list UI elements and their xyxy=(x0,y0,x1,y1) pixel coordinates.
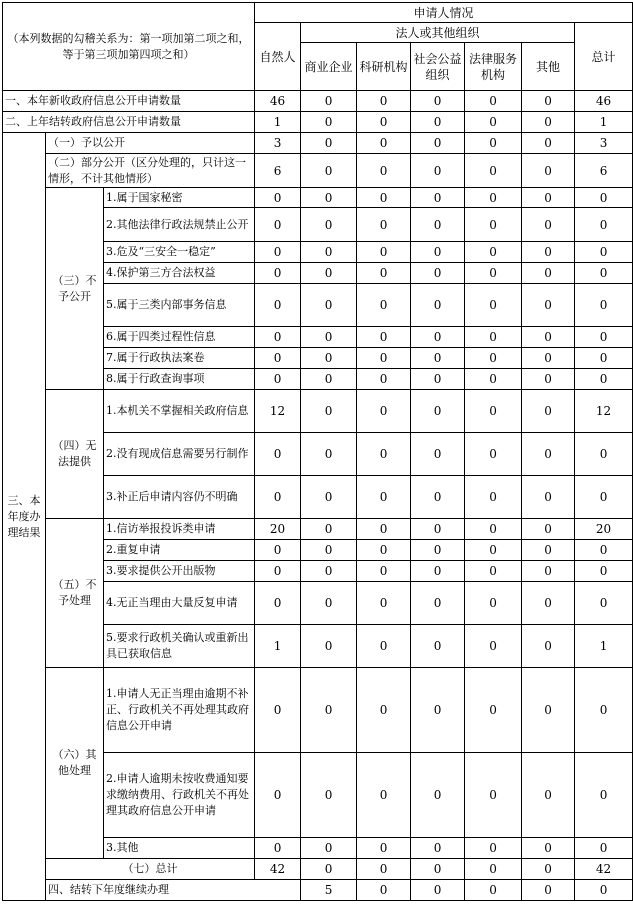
header-legal-service: 法律服务机构 xyxy=(465,43,522,91)
value-cell: 0 xyxy=(575,327,633,348)
value-cell: 3 xyxy=(255,133,301,154)
value-cell: 0 xyxy=(255,284,301,327)
row-label: 2.重复申请 xyxy=(104,540,255,561)
table-row xyxy=(3,154,633,188)
value-cell: 0 xyxy=(357,668,411,753)
row-label: 3.危及“三安全一稳定” xyxy=(104,242,255,263)
value-cell: 0 xyxy=(301,154,357,188)
value-cell: 0 xyxy=(465,433,522,476)
value-cell: 0 xyxy=(357,112,411,133)
value-cell: 0 xyxy=(522,154,575,188)
value-cell: 0 xyxy=(357,369,411,390)
row-label: 3.要求提供公开出版物 xyxy=(104,561,255,582)
group-label: （四）无法提供 xyxy=(46,390,104,519)
section3-label: 三、本年度办理结果 xyxy=(3,133,46,901)
value-cell: 0 xyxy=(357,625,411,668)
value-cell: 0 xyxy=(411,242,465,263)
row-label: 1.属于国家秘密 xyxy=(104,188,255,208)
value-cell: 0 xyxy=(522,838,575,859)
value-cell: 12 xyxy=(575,390,633,433)
value-cell: 0 xyxy=(411,540,465,561)
value-cell: 0 xyxy=(357,561,411,582)
value-cell: 3 xyxy=(575,133,633,154)
header-business: 商业企业 xyxy=(301,43,357,91)
value-cell: 0 xyxy=(411,390,465,433)
value-cell: 0 xyxy=(575,369,633,390)
header-research: 科研机构 xyxy=(357,43,411,91)
value-cell: 0 xyxy=(301,390,357,433)
value-cell: 0 xyxy=(465,859,522,880)
value-cell: 0 xyxy=(357,582,411,625)
value-cell: 0 xyxy=(411,753,465,838)
value-cell: 0 xyxy=(522,112,575,133)
value-cell: 0 xyxy=(301,263,357,284)
value-cell: 0 xyxy=(575,476,633,519)
value-cell: 0 xyxy=(522,208,575,242)
value-cell: 0 xyxy=(255,369,301,390)
row-label: 1.申请人无正当理由逾期不补正、行政机关不再处理其政府信息公开申请 xyxy=(104,668,255,753)
value-cell: 0 xyxy=(522,668,575,753)
value-cell: 0 xyxy=(575,668,633,753)
value-cell: 0 xyxy=(411,91,465,112)
value-cell: 0 xyxy=(465,284,522,327)
value-cell: 0 xyxy=(255,838,301,859)
value-cell: 0 xyxy=(411,188,465,208)
value-cell: 0 xyxy=(411,327,465,348)
value-cell: 0 xyxy=(357,433,411,476)
row-label: 二、上年结转政府信息公开申请数量 xyxy=(3,112,255,133)
value-cell: 0 xyxy=(255,668,301,753)
value-cell: 0 xyxy=(411,208,465,242)
header-note: （本列数据的勾稽关系为：第一项加第二项之和，等于第三项加第四项之和） xyxy=(3,3,255,91)
value-cell: 0 xyxy=(522,880,575,901)
value-cell: 0 xyxy=(255,242,301,263)
row-label: （七）总计 xyxy=(46,859,255,880)
value-cell: 0 xyxy=(301,242,357,263)
value-cell: 0 xyxy=(575,188,633,208)
row-label: 2.其他法律行政法规禁止公开 xyxy=(104,208,255,242)
value-cell: 0 xyxy=(522,369,575,390)
value-cell: 0 xyxy=(575,540,633,561)
value-cell: 0 xyxy=(255,348,301,369)
value-cell: 0 xyxy=(465,208,522,242)
value-cell: 0 xyxy=(301,188,357,208)
value-cell: 0 xyxy=(357,880,411,901)
header-natural-person: 自然人 xyxy=(255,23,301,91)
value-cell: 0 xyxy=(465,91,522,112)
value-cell: 0 xyxy=(411,476,465,519)
value-cell: 0 xyxy=(301,582,357,625)
value-cell: 0 xyxy=(255,753,301,838)
value-cell: 0 xyxy=(301,561,357,582)
value-cell: 0 xyxy=(465,561,522,582)
table-row xyxy=(3,133,633,154)
value-cell: 0 xyxy=(411,859,465,880)
value-cell: 0 xyxy=(301,859,357,880)
value-cell: 0 xyxy=(357,476,411,519)
value-cell: 0 xyxy=(357,133,411,154)
table-row xyxy=(3,112,633,133)
statistics-table xyxy=(2,2,633,901)
value-cell: 0 xyxy=(411,582,465,625)
value-cell: 6 xyxy=(255,154,301,188)
group-label: （六）其他处理 xyxy=(46,668,104,859)
value-cell: 0 xyxy=(255,433,301,476)
value-cell: 0 xyxy=(522,327,575,348)
table-row xyxy=(3,390,633,433)
row-label: 8.属于行政查询事项 xyxy=(104,369,255,390)
value-cell: 0 xyxy=(357,390,411,433)
table-row xyxy=(3,859,633,880)
value-cell: 0 xyxy=(357,284,411,327)
value-cell: 0 xyxy=(357,838,411,859)
value-cell: 0 xyxy=(465,348,522,369)
value-cell: 0 xyxy=(465,625,522,668)
row-label: 5.要求行政机关确认或重新出具已获取信息 xyxy=(104,625,255,668)
row-label: 2.没有现成信息需要另行制作 xyxy=(104,433,255,476)
row-label: 1.信访举报投诉类申请 xyxy=(104,519,255,540)
value-cell: 0 xyxy=(411,880,465,901)
table-row xyxy=(3,3,633,23)
value-cell: 0 xyxy=(411,348,465,369)
row-label: 7.属于行政执法案卷 xyxy=(104,348,255,369)
value-cell: 0 xyxy=(575,284,633,327)
value-cell: 0 xyxy=(301,327,357,348)
value-cell: 0 xyxy=(522,188,575,208)
value-cell: 0 xyxy=(301,284,357,327)
value-cell: 0 xyxy=(465,582,522,625)
value-cell: 0 xyxy=(357,327,411,348)
value-cell: 0 xyxy=(575,753,633,838)
value-cell: 0 xyxy=(301,668,357,753)
header-total: 总计 xyxy=(575,23,633,91)
value-cell: 0 xyxy=(301,208,357,242)
table-row xyxy=(3,668,633,753)
value-cell: 46 xyxy=(575,91,633,112)
value-cell: 5 xyxy=(301,880,357,901)
value-cell: 0 xyxy=(465,327,522,348)
value-cell: 0 xyxy=(301,625,357,668)
value-cell: 0 xyxy=(411,561,465,582)
value-cell: 20 xyxy=(255,519,301,540)
value-cell: 0 xyxy=(465,753,522,838)
value-cell: 42 xyxy=(255,859,301,880)
value-cell: 0 xyxy=(465,263,522,284)
table-row xyxy=(3,188,633,208)
value-cell: 0 xyxy=(357,188,411,208)
group-label: （三）不予公开 xyxy=(46,188,104,390)
value-cell: 0 xyxy=(301,112,357,133)
value-cell: 0 xyxy=(357,348,411,369)
table-body xyxy=(3,3,633,901)
row-label: 4.无正当理由大量反复申请 xyxy=(104,582,255,625)
value-cell: 0 xyxy=(465,668,522,753)
value-cell: 6 xyxy=(575,154,633,188)
value-cell: 0 xyxy=(465,390,522,433)
value-cell: 0 xyxy=(357,519,411,540)
value-cell: 0 xyxy=(522,348,575,369)
value-cell: 12 xyxy=(255,390,301,433)
value-cell: 0 xyxy=(522,91,575,112)
row-label: 5.属于三类内部事务信息 xyxy=(104,284,255,327)
value-cell: 0 xyxy=(301,133,357,154)
value-cell: 0 xyxy=(575,433,633,476)
value-cell: 0 xyxy=(301,540,357,561)
value-cell: 0 xyxy=(301,838,357,859)
value-cell: 0 xyxy=(465,242,522,263)
value-cell: 0 xyxy=(411,519,465,540)
value-cell: 0 xyxy=(357,540,411,561)
value-cell: 0 xyxy=(255,561,301,582)
value-cell: 0 xyxy=(357,208,411,242)
value-cell: 0 xyxy=(522,263,575,284)
value-cell: 0 xyxy=(522,476,575,519)
value-cell: 1 xyxy=(575,625,633,668)
value-cell: 0 xyxy=(575,880,633,901)
value-cell: 0 xyxy=(357,242,411,263)
value-cell: 0 xyxy=(357,154,411,188)
value-cell: 0 xyxy=(411,284,465,327)
value-cell: 0 xyxy=(465,880,522,901)
value-cell: 0 xyxy=(465,838,522,859)
row-label: （一）予以公开 xyxy=(46,133,255,154)
value-cell: 0 xyxy=(522,284,575,327)
value-cell: 0 xyxy=(301,753,357,838)
value-cell: 0 xyxy=(255,188,301,208)
value-cell: 0 xyxy=(465,540,522,561)
row-label: 四、结转下年度继续办理 xyxy=(46,880,301,901)
header-public-welfare: 社会公益组织 xyxy=(411,43,465,91)
value-cell: 0 xyxy=(411,154,465,188)
value-cell: 0 xyxy=(255,476,301,519)
value-cell: 0 xyxy=(357,859,411,880)
row-label: （二）部分公开（区分处理的，只计这一情形，不计其他情形） xyxy=(46,154,255,188)
value-cell: 0 xyxy=(411,433,465,476)
value-cell: 0 xyxy=(301,519,357,540)
value-cell: 0 xyxy=(357,263,411,284)
value-cell: 0 xyxy=(522,519,575,540)
value-cell: 0 xyxy=(465,476,522,519)
value-cell: 0 xyxy=(522,859,575,880)
value-cell: 0 xyxy=(522,390,575,433)
row-label: 3.补正后申请内容仍不明确 xyxy=(104,476,255,519)
value-cell: 0 xyxy=(255,263,301,284)
value-cell: 0 xyxy=(357,753,411,838)
value-cell: 20 xyxy=(575,519,633,540)
row-label: 一、本年新收政府信息公开申请数量 xyxy=(3,91,255,112)
row-label: 4.保护第三方合法权益 xyxy=(104,263,255,284)
value-cell: 0 xyxy=(465,188,522,208)
value-cell: 0 xyxy=(411,668,465,753)
value-cell: 0 xyxy=(575,838,633,859)
value-cell: 1 xyxy=(255,112,301,133)
table-row xyxy=(3,880,633,901)
group-label: （五）不予处理 xyxy=(46,519,104,668)
value-cell: 46 xyxy=(255,91,301,112)
value-cell: 0 xyxy=(301,348,357,369)
value-cell: 0 xyxy=(465,519,522,540)
value-cell: 0 xyxy=(522,433,575,476)
value-cell: 0 xyxy=(411,112,465,133)
value-cell: 0 xyxy=(255,327,301,348)
row-label: 6.属于四类过程性信息 xyxy=(104,327,255,348)
value-cell: 0 xyxy=(301,476,357,519)
header-other: 其他 xyxy=(522,43,575,91)
value-cell: 1 xyxy=(575,112,633,133)
value-cell: 0 xyxy=(465,154,522,188)
value-cell: 42 xyxy=(575,859,633,880)
value-cell: 0 xyxy=(522,242,575,263)
value-cell: 0 xyxy=(575,582,633,625)
row-label: 3.其他 xyxy=(104,838,255,859)
value-cell: 0 xyxy=(465,133,522,154)
row-label: 1.本机关不掌握相关政府信息 xyxy=(104,390,255,433)
value-cell: 0 xyxy=(575,263,633,284)
value-cell: 0 xyxy=(301,369,357,390)
value-cell: 0 xyxy=(522,753,575,838)
row-label: 2.申请人逾期未按收费通知要求缴纳费用、行政机关不再处理其政府信息公开申请 xyxy=(104,753,255,838)
header-legal-org: 法人或其他组织 xyxy=(301,23,575,43)
value-cell: 0 xyxy=(522,582,575,625)
value-cell: 0 xyxy=(522,625,575,668)
value-cell: 0 xyxy=(301,433,357,476)
table-row xyxy=(3,519,633,540)
value-cell: 0 xyxy=(575,348,633,369)
value-cell: 0 xyxy=(575,208,633,242)
value-cell: 0 xyxy=(301,91,357,112)
value-cell: 0 xyxy=(255,208,301,242)
value-cell: 0 xyxy=(255,540,301,561)
value-cell: 1 xyxy=(255,625,301,668)
value-cell: 0 xyxy=(411,369,465,390)
value-cell: 0 xyxy=(357,91,411,112)
value-cell: 0 xyxy=(465,369,522,390)
header-applicant-status: 申请人情况 xyxy=(255,3,633,23)
value-cell: 0 xyxy=(465,112,522,133)
value-cell: 0 xyxy=(411,133,465,154)
value-cell: 0 xyxy=(411,838,465,859)
table-row xyxy=(3,91,633,112)
value-cell: 0 xyxy=(522,561,575,582)
value-cell: 0 xyxy=(575,242,633,263)
value-cell: 0 xyxy=(522,133,575,154)
value-cell: 0 xyxy=(575,561,633,582)
value-cell: 0 xyxy=(522,540,575,561)
value-cell: 0 xyxy=(411,625,465,668)
value-cell: 0 xyxy=(255,582,301,625)
value-cell: 0 xyxy=(411,263,465,284)
